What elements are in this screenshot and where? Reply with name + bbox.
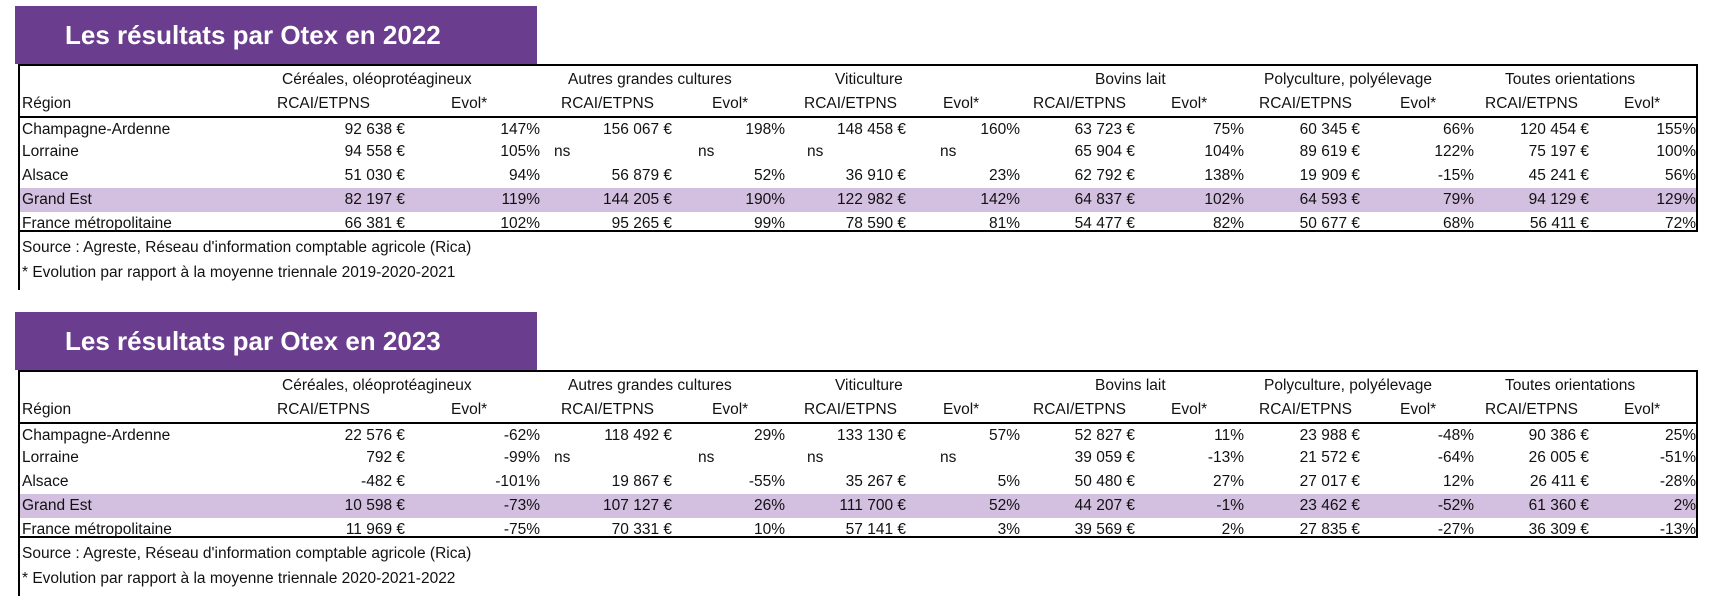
- evol-cell: 119%: [501, 191, 540, 208]
- table-row: [20, 188, 1696, 212]
- sub-header: Evol*: [712, 401, 749, 418]
- sub-header-row: [20, 398, 1696, 422]
- table-row: [20, 212, 1696, 236]
- region-header: Région: [22, 95, 72, 112]
- rcai-cell: 792 €: [366, 449, 405, 466]
- rcai-cell: 21 572 €: [1299, 449, 1360, 466]
- rcai-cell: 36 910 €: [845, 167, 906, 184]
- rcai-cell: 39 569 €: [1074, 521, 1135, 538]
- evol-cell: 2%: [1221, 521, 1244, 538]
- rcai-cell: 39 059 €: [1074, 449, 1135, 466]
- region-cell: France métropolitaine: [22, 521, 172, 538]
- rcai-cell: 148 458 €: [837, 121, 906, 138]
- evol-cell: -27%: [1437, 521, 1474, 538]
- rcai-cell: 57 141 €: [845, 521, 906, 538]
- region-cell: Lorraine: [22, 143, 79, 160]
- group-header: Toutes orientations: [1505, 377, 1636, 394]
- evol-cell: 52%: [988, 497, 1020, 514]
- rcai-cell: 118 492 €: [604, 427, 672, 444]
- rcai-cell: 64 837 €: [1074, 191, 1135, 208]
- evol-cell: ns: [940, 449, 957, 466]
- evol-cell: 57%: [988, 427, 1020, 444]
- rcai-cell: 90 386 €: [1528, 427, 1589, 444]
- sub-header: RCAI/ETPNS: [561, 401, 655, 418]
- evol-cell: 129%: [1656, 191, 1696, 208]
- sub-header: RCAI/ETPNS: [277, 401, 371, 418]
- region-cell: France métropolitaine: [22, 215, 172, 232]
- evol-cell: -101%: [495, 473, 540, 490]
- rcai-cell: 22 576 €: [344, 427, 405, 444]
- footnote: * Evolution par rapport à la moyenne triennale 2019-2020-2021: [22, 264, 456, 281]
- evol-cell: 11%: [1214, 427, 1244, 444]
- group-header: Toutes orientations: [1505, 71, 1636, 88]
- rcai-cell: 89 619 €: [1299, 143, 1360, 160]
- table-row: [20, 422, 1696, 446]
- rcai-cell: 19 909 €: [1299, 167, 1360, 184]
- note-border: [18, 232, 20, 290]
- rcai-cell: 54 477 €: [1074, 215, 1135, 232]
- evol-cell: 160%: [980, 121, 1020, 138]
- table-row: [20, 518, 1696, 542]
- region-cell: Lorraine: [22, 449, 79, 466]
- evol-cell: 68%: [1442, 215, 1474, 232]
- table-row: [20, 446, 1696, 470]
- rcai-cell: 45 241 €: [1528, 167, 1589, 184]
- group-header: Bovins lait: [1095, 71, 1166, 88]
- sub-header: Evol*: [1624, 401, 1661, 418]
- rcai-cell: 44 207 €: [1074, 497, 1135, 514]
- evol-cell: 29%: [753, 427, 785, 444]
- rcai-cell: 78 590 €: [845, 215, 906, 232]
- evol-cell: 10%: [753, 521, 785, 538]
- group-header-row: [20, 68, 1696, 92]
- evol-cell: 25%: [1664, 427, 1696, 444]
- rcai-cell: 107 127 €: [603, 497, 672, 514]
- group-header: Viticulture: [835, 71, 903, 88]
- rcai-cell: 50 480 €: [1074, 473, 1135, 490]
- sub-header: Evol*: [451, 401, 488, 418]
- group-header: Bovins lait: [1095, 377, 1166, 394]
- evol-cell: -64%: [1437, 449, 1474, 466]
- source-note: Source : Agreste, Réseau d'information comptable agricole (Rica): [22, 239, 472, 256]
- evol-cell: 155%: [1656, 121, 1696, 138]
- evol-cell: 52%: [753, 167, 785, 184]
- footnote: * Evolution par rapport à la moyenne triennale 2020-2021-2022: [22, 570, 456, 587]
- evol-cell: -48%: [1437, 427, 1474, 444]
- rcai-cell: 50 677 €: [1299, 215, 1360, 232]
- evol-cell: 142%: [980, 191, 1020, 208]
- rcai-cell: 120 454 €: [1520, 121, 1589, 138]
- group-header-row: [20, 374, 1696, 398]
- evol-cell: -13%: [1207, 449, 1244, 466]
- evol-cell: 23%: [988, 167, 1020, 184]
- sub-header-row: [20, 92, 1696, 116]
- rcai-cell: 36 309 €: [1528, 521, 1589, 538]
- rcai-cell: 52 827 €: [1074, 427, 1135, 444]
- rcai-cell: 23 988 €: [1299, 427, 1360, 444]
- evol-cell: 102%: [500, 215, 540, 232]
- region-header: Région: [22, 401, 72, 418]
- sub-header: RCAI/ETPNS: [1485, 401, 1579, 418]
- group-header: Céréales, oléoprotéagineux: [282, 377, 472, 394]
- evol-cell: -13%: [1659, 521, 1696, 538]
- table-row: [20, 164, 1696, 188]
- evol-cell: -73%: [503, 497, 540, 514]
- evol-cell: 12%: [1442, 473, 1474, 490]
- region-cell: Champagne-Ardenne: [22, 427, 171, 444]
- evol-cell: 72%: [1664, 215, 1696, 232]
- group-header: Autres grandes cultures: [568, 377, 732, 394]
- note-border: [18, 538, 20, 596]
- rcai-cell: 35 267 €: [845, 473, 906, 490]
- sub-header: Evol*: [1171, 401, 1208, 418]
- evol-cell: 27%: [1212, 473, 1244, 490]
- evol-cell: 5%: [997, 473, 1020, 490]
- rcai-cell: 27 017 €: [1299, 473, 1360, 490]
- rcai-cell: 92 638 €: [344, 121, 405, 138]
- rcai-cell: 11 969 €: [345, 521, 405, 538]
- evol-cell: 56%: [1664, 167, 1696, 184]
- rcai-cell: 26 411 €: [1529, 473, 1589, 490]
- sub-header: RCAI/ETPNS: [1259, 95, 1353, 112]
- evol-cell: 105%: [500, 143, 540, 160]
- section-title: Les résultats par Otex en 2023: [15, 312, 537, 370]
- group-header: Polyculture, polyélevage: [1264, 377, 1433, 394]
- rcai-cell: 61 360 €: [1528, 497, 1589, 514]
- source-note: Source : Agreste, Réseau d'information comptable agricole (Rica): [22, 545, 472, 562]
- evol-cell: 75%: [1212, 121, 1244, 138]
- region-cell: Champagne-Ardenne: [22, 121, 171, 138]
- evol-cell: -99%: [503, 449, 540, 466]
- rcai-cell: 94 558 €: [344, 143, 405, 160]
- sub-header: RCAI/ETPNS: [277, 95, 371, 112]
- evol-cell: 26%: [753, 497, 785, 514]
- evol-cell: 104%: [1204, 143, 1244, 160]
- sub-header: RCAI/ETPNS: [561, 95, 655, 112]
- rcai-cell: 95 265 €: [611, 215, 672, 232]
- group-header: Polyculture, polyélevage: [1264, 71, 1433, 88]
- evol-cell: ns: [940, 143, 957, 160]
- sub-header: Evol*: [1400, 401, 1437, 418]
- evol-cell: 147%: [500, 121, 540, 138]
- rcai-cell: 70 331 €: [611, 521, 672, 538]
- evol-cell: -55%: [748, 473, 785, 490]
- sub-header: Evol*: [943, 401, 980, 418]
- evol-cell: 102%: [1204, 191, 1244, 208]
- group-header: Autres grandes cultures: [568, 71, 732, 88]
- rcai-cell: 111 700 €: [839, 497, 906, 514]
- evol-cell: 94%: [508, 167, 540, 184]
- evol-cell: ns: [698, 449, 715, 466]
- rcai-cell: 26 005 €: [1528, 449, 1589, 466]
- rcai-cell: ns: [554, 143, 571, 160]
- sub-header: RCAI/ETPNS: [804, 401, 898, 418]
- region-cell: Grand Est: [22, 191, 92, 208]
- rcai-cell: -482 €: [361, 473, 405, 490]
- rcai-cell: 62 792 €: [1074, 167, 1135, 184]
- region-cell: Grand Est: [22, 497, 92, 514]
- rcai-cell: 133 130 €: [837, 427, 906, 444]
- rcai-cell: 63 723 €: [1074, 121, 1135, 138]
- evol-cell: 138%: [1204, 167, 1244, 184]
- evol-cell: 122%: [1434, 143, 1474, 160]
- rcai-cell: 75 197 €: [1528, 143, 1589, 160]
- sub-header: RCAI/ETPNS: [1033, 401, 1127, 418]
- sub-header: Evol*: [1624, 95, 1661, 112]
- evol-cell: -1%: [1216, 497, 1244, 514]
- sub-header: RCAI/ETPNS: [1259, 401, 1353, 418]
- rcai-cell: 56 879 €: [611, 167, 672, 184]
- evol-cell: 82%: [1212, 215, 1244, 232]
- region-cell: Alsace: [22, 167, 69, 184]
- table-row: [20, 140, 1696, 164]
- rcai-cell: ns: [554, 449, 571, 466]
- sub-header: Evol*: [1400, 95, 1437, 112]
- rcai-cell: 156 067 €: [603, 121, 672, 138]
- sub-header: Evol*: [1171, 95, 1208, 112]
- sub-header: Evol*: [943, 95, 980, 112]
- rcai-cell: 82 197 €: [344, 191, 405, 208]
- evol-cell: 3%: [997, 521, 1020, 538]
- sub-header: RCAI/ETPNS: [1033, 95, 1127, 112]
- table-row: [20, 470, 1696, 494]
- evol-cell: 2%: [1673, 497, 1696, 514]
- evol-cell: 81%: [988, 215, 1020, 232]
- rcai-cell: 64 593 €: [1299, 191, 1360, 208]
- rcai-cell: 144 205 €: [603, 191, 672, 208]
- rcai-cell: 122 982 €: [837, 191, 906, 208]
- rcai-cell: 27 835 €: [1299, 521, 1360, 538]
- results-table: [18, 64, 1698, 232]
- section-title: Les résultats par Otex en 2022: [15, 6, 537, 64]
- evol-cell: -28%: [1659, 473, 1696, 490]
- evol-cell: 198%: [745, 121, 785, 138]
- rcai-cell: 23 462 €: [1299, 497, 1360, 514]
- rcai-cell: 10 598 €: [344, 497, 405, 514]
- group-header: Céréales, oléoprotéagineux: [282, 71, 472, 88]
- evol-cell: -51%: [1659, 449, 1696, 466]
- sub-header: RCAI/ETPNS: [1485, 95, 1579, 112]
- evol-cell: -75%: [503, 521, 540, 538]
- rcai-cell: ns: [807, 143, 824, 160]
- sub-header: RCAI/ETPNS: [804, 95, 898, 112]
- region-cell: Alsace: [22, 473, 69, 490]
- evol-cell: ns: [698, 143, 715, 160]
- rcai-cell: 65 904 €: [1074, 143, 1135, 160]
- rcai-cell: 66 381 €: [344, 215, 405, 232]
- evol-cell: -62%: [503, 427, 540, 444]
- sub-header: Evol*: [712, 95, 749, 112]
- results-table: [18, 370, 1698, 538]
- rcai-cell: 94 129 €: [1528, 191, 1589, 208]
- evol-cell: 66%: [1442, 121, 1474, 138]
- evol-cell: 79%: [1442, 191, 1474, 208]
- group-header: Viticulture: [835, 377, 903, 394]
- rcai-cell: ns: [807, 449, 824, 466]
- rcai-cell: 51 030 €: [344, 167, 405, 184]
- evol-cell: 99%: [753, 215, 785, 232]
- evol-cell: -15%: [1437, 167, 1474, 184]
- sub-header: Evol*: [451, 95, 488, 112]
- evol-cell: -52%: [1437, 497, 1474, 514]
- rcai-cell: 56 411 €: [1529, 215, 1589, 232]
- evol-cell: 190%: [745, 191, 785, 208]
- table-row: [20, 494, 1696, 518]
- rcai-cell: 19 867 €: [611, 473, 672, 490]
- table-row: [20, 116, 1696, 140]
- rcai-cell: 60 345 €: [1299, 121, 1360, 138]
- evol-cell: 100%: [1656, 143, 1696, 160]
